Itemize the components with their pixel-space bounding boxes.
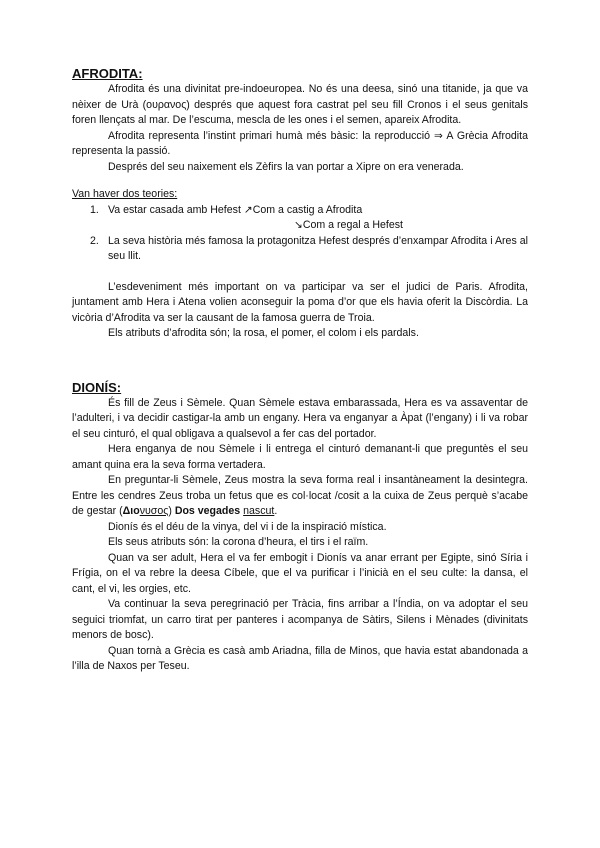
twice-born-bold: Dos vegades [174, 505, 241, 517]
spacer [72, 175, 528, 187]
birth-text: En preguntar-li Sèmele, Zeus mostra la seva forma real i insantàneament la desintegra. Entre les cendres Zeus troba un fetus que es col·locat /cosit a la cuixa de Zeus perquè s’acabe de gestar ( [72, 474, 528, 517]
theory-item-1-sub [72, 218, 528, 234]
born-underlined: nascut [243, 505, 275, 517]
birth-period: . [274, 505, 278, 517]
dionis-paragraph-wandering: Quan va ser adult, Hera el va fer embogit i Dionís va anar errant per Egipte, sinó Síria i Frígia, on el va rebre la deesa Cíbele, que el va purificar i l’inicià en el seu culte: la dansa, el cant, el vi, les orgies, etc. [72, 551, 528, 595]
spacer [72, 265, 528, 280]
dionis-paragraph-birth [72, 473, 528, 520]
afrodita-paragraph-attributes: Els atributs d’afrodita són; la rosa, el pomer, el colom i els pardals. [108, 327, 419, 339]
theories-heading: Van haver dos teories: [72, 188, 178, 200]
birth-paren: ) [168, 505, 175, 517]
theories-list [72, 203, 528, 265]
greek-name-part2: νυσος [139, 505, 169, 517]
dionis-paragraph-god: Dionís és el déu de la vinya, del vi i de la inspiració mística. [108, 520, 387, 533]
dionis-paragraph-return: Quan tornà a Grècia es casà amb Ariadna, filla de Minos, que havia estat abandonada a l’illa de Naxos per Teseu. [72, 644, 528, 672]
theory-item-2 [72, 234, 528, 265]
theory-number-2: 2. [90, 234, 99, 247]
dionis-paragraph-attributes: Els seus atributs són: la corona d’heura, el tirs i el raïm. [108, 536, 369, 548]
afrodita-heading: AFRODITA: [72, 66, 143, 81]
afrodita-paragraph-paris: L’esdeveniment més important on va participar va ser el judici de Paris. Afrodita, juntament amb Hera i Atena volien aconseguir la poma d’or que els havia oferit la Discòrdia. La vicòria d’Afrodita va ser la causant de la famosa guerra de Troia. [72, 280, 528, 324]
dionis-heading: DIONÍS: [72, 379, 122, 395]
theory-number-1: 1. [90, 203, 99, 216]
theory-text-1: Va estar casada amb Hefest ↗Com a castig a Afrodita [108, 203, 363, 216]
spacer [72, 342, 528, 380]
greek-name-part1: Διο [122, 505, 140, 517]
theory-item-1 [72, 203, 528, 219]
theory-subtext-1: ↘Com a regal a Hefest [294, 219, 403, 231]
afrodita-paragraph-instinct: Afrodita representa l’instint primari humà més bàsic: la reproducció ⇒ A Grècia Afrodita representa la passió. [72, 129, 528, 157]
dionis-paragraph-pilgrimage: Va continuar la seva peregrinació per Tràcia, fins arribar a l’Índia, on va adoptar el seu seguici triomfat, un carro tirat per panteres i acompanya de Sàtirs, Silens i Mènades (divinitats menors de bosc). [72, 598, 528, 641]
afrodita-paragraph-birth: Després del seu naixement els Zèfirs la van portar a Xipre on era venerada. [108, 160, 464, 173]
dionis-paragraph-belt: Hera enganya de nou Sèmele i li entrega el cinturó demanant-li que preguntès el seu amant quina era la seva forma vertadera. [72, 443, 528, 471]
afrodita-paragraph-origin: Afrodita és una divinitat pre-indoeuropea. No és una deesa, sinó una titanide, ja que va nèixer de Urà (ουρανος) després que aquest fora castrat pel seu fill Cronos i el seus genitals foren llençats al mar. De l’escuma, mescla de les ones i el semen, apareix Afrodita. [72, 83, 528, 126]
theory-text-2: La seva història més famosa la protagonitza Hefest després d’enxampar Afrodita i Ares al seu llit. [108, 234, 528, 262]
dionis-paragraph-parents: És fill de Zeus i Sèmele. Quan Sèmele estava embarassada, Hera es va assaventar de l’adulteri, i va decidir castigar-la amb un engany. Hera va enganyar a Àpat (l’engany) i li va robar el seu cinturó, el qual obligava a qualsevol a fer cas del portador. [72, 396, 528, 440]
document-page [72, 66, 528, 675]
